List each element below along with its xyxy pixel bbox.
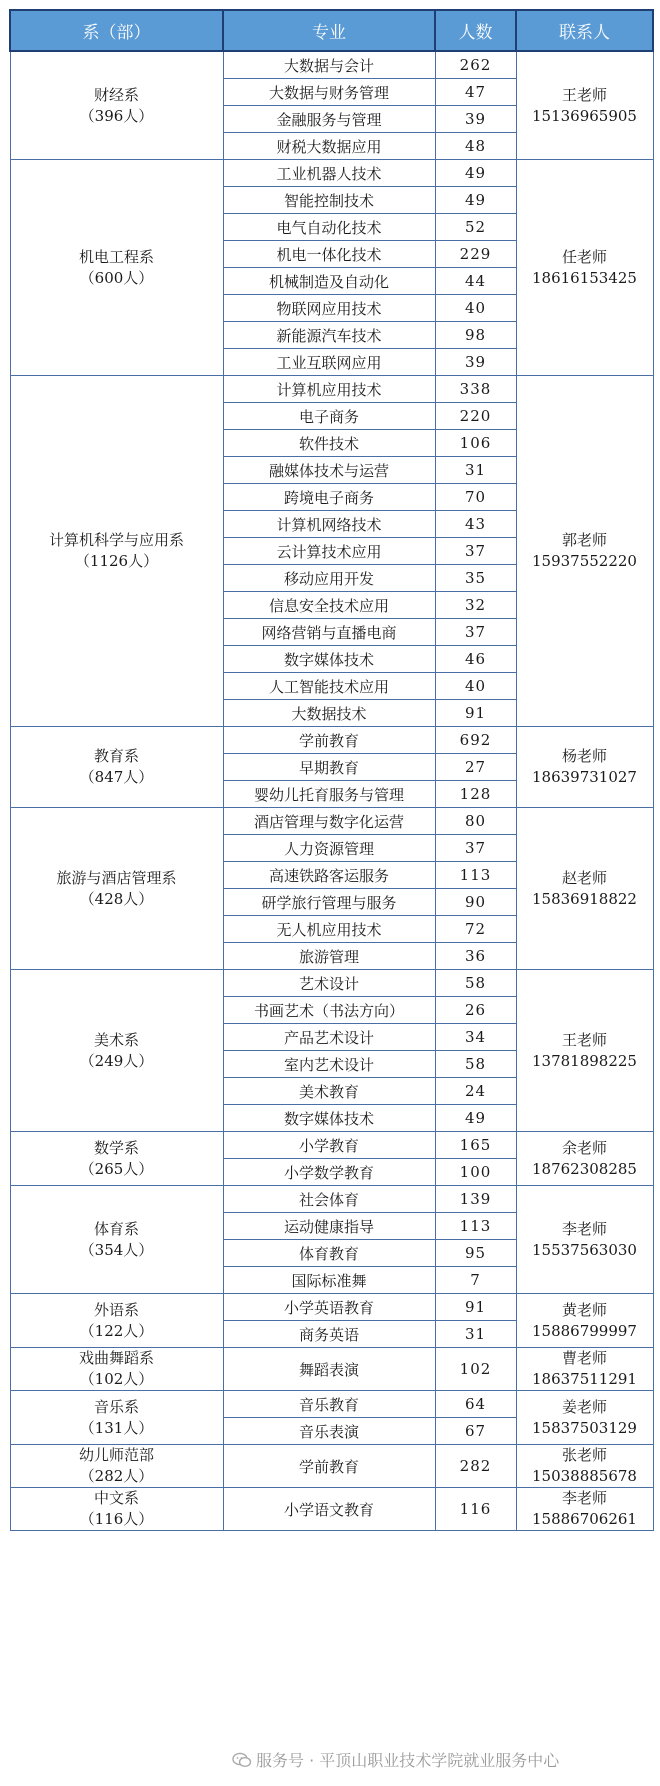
- contact-cell: [516, 970, 653, 1132]
- major-count: 40: [435, 673, 516, 700]
- major-count: 32: [435, 592, 516, 619]
- table-row: [10, 160, 653, 187]
- contact-teacher: 郭老师: [561, 531, 607, 549]
- footer-text: 服务号 · 平顶山职业技术学院就业服务中心: [256, 1751, 560, 1770]
- dept-total: （265人）: [79, 1159, 154, 1178]
- major-count: 52: [435, 214, 516, 241]
- major-count: 113: [435, 1213, 516, 1240]
- contact-cell: [516, 1186, 653, 1294]
- table-body: [10, 51, 653, 1531]
- major-count: 72: [435, 916, 516, 943]
- dept-name: 数学系: [93, 1138, 139, 1157]
- major-count: 37: [435, 835, 516, 862]
- dept-total: （847人）: [79, 768, 154, 786]
- contact-teacher: 王老师: [561, 85, 607, 104]
- major-name: 小学教育: [223, 1132, 435, 1159]
- major-count: 262: [435, 51, 516, 79]
- table-row: [10, 808, 653, 835]
- major-name: 旅游管理: [223, 943, 435, 970]
- contact-phone: 15836918822: [532, 889, 637, 908]
- major-count: 64: [435, 1391, 516, 1418]
- major-name: 研学旅行管理与服务: [223, 889, 435, 916]
- major-count: 139: [435, 1186, 516, 1213]
- major-count: 44: [435, 268, 516, 295]
- table-row: [10, 1348, 653, 1391]
- dept-cell: [10, 1348, 223, 1391]
- major-count: 34: [435, 1024, 516, 1051]
- dept-total: （131人）: [79, 1418, 154, 1437]
- header-dept: 系（部）: [10, 10, 223, 51]
- contact-teacher: 张老师: [561, 1446, 607, 1464]
- dept-name: 美术系: [93, 1030, 139, 1049]
- major-name: 金融服务与管理: [223, 106, 435, 133]
- contact-phone: 15886799997: [532, 1321, 637, 1340]
- major-count: 58: [435, 970, 516, 997]
- major-count: 27: [435, 754, 516, 781]
- major-count: 70: [435, 484, 516, 511]
- dept-cell: [10, 376, 223, 727]
- contact-teacher: 黄老师: [561, 1300, 607, 1319]
- dept-total: （428人）: [79, 889, 154, 908]
- dept-total: （116人）: [79, 1510, 154, 1528]
- major-name: 舞蹈表演: [223, 1348, 435, 1391]
- major-name: 国际标准舞: [223, 1267, 435, 1294]
- major-name: 学前教育: [223, 1445, 435, 1488]
- dept-cell: [10, 1391, 223, 1445]
- dept-cell: [10, 970, 223, 1132]
- major-count: 7: [435, 1267, 516, 1294]
- header-major: 专业: [223, 10, 435, 51]
- contact-phone: 18616153425: [532, 268, 637, 287]
- dept-total: （122人）: [79, 1321, 154, 1340]
- major-name: 人力资源管理: [223, 835, 435, 862]
- dept-total: （600人）: [79, 268, 154, 287]
- major-count: 58: [435, 1051, 516, 1078]
- dept-name: 幼儿师范部: [78, 1446, 154, 1464]
- major-name: 商务英语: [223, 1321, 435, 1348]
- major-name: 新能源汽车技术: [223, 322, 435, 349]
- dept-cell: [10, 1186, 223, 1294]
- contact-teacher: 姜老师: [561, 1397, 607, 1416]
- major-name: 计算机应用技术: [223, 376, 435, 403]
- contact-teacher: 杨老师: [561, 747, 607, 765]
- dept-name: 教育系: [93, 747, 139, 765]
- major-count: 692: [435, 727, 516, 754]
- contact-teacher: 赵老师: [561, 868, 607, 887]
- dept-total: （396人）: [79, 106, 154, 125]
- major-name: 跨境电子商务: [223, 484, 435, 511]
- dept-name: 外语系: [93, 1300, 139, 1319]
- contact-phone: 15886706261: [532, 1510, 637, 1528]
- major-name: 早期教育: [223, 754, 435, 781]
- major-count: 98: [435, 322, 516, 349]
- table-header-row: [10, 10, 653, 51]
- major-name: 小学数学教育: [223, 1159, 435, 1186]
- contact-teacher: 王老师: [561, 1030, 607, 1049]
- major-name: 高速铁路客运服务: [223, 862, 435, 889]
- major-name: 婴幼儿托育服务与管理: [223, 781, 435, 808]
- major-name: 网络营销与直播电商: [223, 619, 435, 646]
- major-name: 工业互联网应用: [223, 349, 435, 376]
- dept-cell: [10, 1294, 223, 1348]
- dept-name: 中文系: [93, 1489, 139, 1507]
- major-name: 书画艺术（书法方向）: [223, 997, 435, 1024]
- major-name: 数字媒体技术: [223, 1105, 435, 1132]
- wechat-icon: [232, 1752, 252, 1768]
- major-name: 小学英语教育: [223, 1294, 435, 1321]
- major-name: 社会体育: [223, 1186, 435, 1213]
- contact-phone: 15038885678: [532, 1467, 637, 1485]
- major-name: 无人机应用技术: [223, 916, 435, 943]
- major-count: 49: [435, 187, 516, 214]
- table-row: [10, 1445, 653, 1488]
- table-row: [10, 1488, 653, 1531]
- major-name: 人工智能技术应用: [223, 673, 435, 700]
- major-name: 产品艺术设计: [223, 1024, 435, 1051]
- major-count: 338: [435, 376, 516, 403]
- contact-teacher: 曹老师: [561, 1349, 607, 1367]
- contact-teacher: 余老师: [561, 1138, 607, 1157]
- major-count: 80: [435, 808, 516, 835]
- major-name: 数字媒体技术: [223, 646, 435, 673]
- major-count: 49: [435, 1105, 516, 1132]
- major-name: 信息安全技术应用: [223, 592, 435, 619]
- major-count: 90: [435, 889, 516, 916]
- contact-cell: [516, 808, 653, 970]
- major-count: 47: [435, 79, 516, 106]
- contact-teacher: 李老师: [561, 1219, 607, 1238]
- major-count: 37: [435, 538, 516, 565]
- major-name: 大数据与财务管理: [223, 79, 435, 106]
- major-count: 49: [435, 160, 516, 187]
- enrollment-table: [9, 9, 654, 1531]
- dept-name: 财经系: [93, 85, 139, 104]
- major-count: 36: [435, 943, 516, 970]
- major-name: 体育教育: [223, 1240, 435, 1267]
- contact-phone: 13781898225: [532, 1051, 637, 1070]
- contact-cell: [516, 1348, 653, 1391]
- dept-total: （249人）: [79, 1051, 154, 1070]
- dept-cell: [10, 1132, 223, 1186]
- major-count: 35: [435, 565, 516, 592]
- major-count: 31: [435, 1321, 516, 1348]
- contact-cell: [516, 376, 653, 727]
- major-count: 48: [435, 133, 516, 160]
- dept-cell: [10, 1445, 223, 1488]
- major-count: 46: [435, 646, 516, 673]
- table-row: [10, 1294, 653, 1321]
- major-name: 音乐教育: [223, 1391, 435, 1418]
- table-row: [10, 1132, 653, 1159]
- dept-name: 体育系: [93, 1219, 139, 1238]
- major-name: 融媒体技术与运营: [223, 457, 435, 484]
- major-count: 100: [435, 1159, 516, 1186]
- major-count: 282: [435, 1445, 516, 1488]
- table-row: [10, 727, 653, 754]
- contact-cell: [516, 1488, 653, 1531]
- major-name: 机械制造及自动化: [223, 268, 435, 295]
- table-row: [10, 376, 653, 403]
- major-name: 物联网应用技术: [223, 295, 435, 322]
- contact-phone: 15537563030: [532, 1240, 637, 1259]
- major-name: 机电一体化技术: [223, 241, 435, 268]
- dept-total: （1126人）: [74, 552, 159, 570]
- major-count: 220: [435, 403, 516, 430]
- contact-teacher: 李老师: [561, 1489, 607, 1507]
- footer-watermark: [232, 1748, 559, 1771]
- contact-phone: 15837503129: [532, 1418, 637, 1437]
- major-count: 31: [435, 457, 516, 484]
- dept-cell: [10, 808, 223, 970]
- major-count: 37: [435, 619, 516, 646]
- header-count: 人数: [435, 10, 516, 51]
- major-count: 113: [435, 862, 516, 889]
- major-count: 39: [435, 106, 516, 133]
- major-count: 39: [435, 349, 516, 376]
- major-name: 音乐表演: [223, 1418, 435, 1445]
- dept-name: 旅游与酒店管理系: [56, 868, 177, 887]
- contact-cell: [516, 727, 653, 808]
- major-name: 小学语文教育: [223, 1488, 435, 1531]
- major-name: 美术教育: [223, 1078, 435, 1105]
- major-count: 67: [435, 1418, 516, 1445]
- table-row: [10, 51, 653, 79]
- major-count: 229: [435, 241, 516, 268]
- dept-name: 音乐系: [93, 1397, 139, 1416]
- contact-phone: 18639731027: [532, 768, 637, 786]
- major-name: 艺术设计: [223, 970, 435, 997]
- dept-cell: [10, 727, 223, 808]
- major-name: 计算机网络技术: [223, 511, 435, 538]
- dept-cell: [10, 160, 223, 376]
- major-count: 40: [435, 295, 516, 322]
- major-name: 酒店管理与数字化运营: [223, 808, 435, 835]
- dept-total: （354人）: [79, 1240, 154, 1259]
- major-name: 智能控制技术: [223, 187, 435, 214]
- major-name: 室内艺术设计: [223, 1051, 435, 1078]
- major-name: 软件技术: [223, 430, 435, 457]
- major-count: 128: [435, 781, 516, 808]
- major-name: 电子商务: [223, 403, 435, 430]
- major-count: 95: [435, 1240, 516, 1267]
- table-row: [10, 1186, 653, 1213]
- contact-phone: 15136965905: [532, 106, 637, 125]
- dept-name: 计算机科学与应用系: [48, 531, 184, 549]
- major-name: 大数据技术: [223, 700, 435, 727]
- contact-cell: [516, 1132, 653, 1186]
- major-name: 学前教育: [223, 727, 435, 754]
- dept-cell: [10, 51, 223, 160]
- major-name: 云计算技术应用: [223, 538, 435, 565]
- major-name: 财税大数据应用: [223, 133, 435, 160]
- contact-cell: [516, 51, 653, 160]
- major-name: 移动应用开发: [223, 565, 435, 592]
- major-count: 43: [435, 511, 516, 538]
- contact-teacher: 任老师: [561, 247, 607, 266]
- contact-cell: [516, 1445, 653, 1488]
- major-name: 大数据与会计: [223, 51, 435, 79]
- major-count: 102: [435, 1348, 516, 1391]
- table-row: [10, 1391, 653, 1418]
- major-count: 91: [435, 700, 516, 727]
- contact-cell: [516, 160, 653, 376]
- major-name: 运动健康指导: [223, 1213, 435, 1240]
- major-name: 工业机器人技术: [223, 160, 435, 187]
- contact-phone: 18762308285: [532, 1159, 637, 1178]
- header-contact: 联系人: [516, 10, 653, 51]
- contact-cell: [516, 1294, 653, 1348]
- major-name: 电气自动化技术: [223, 214, 435, 241]
- major-count: 165: [435, 1132, 516, 1159]
- major-count: 24: [435, 1078, 516, 1105]
- major-count: 116: [435, 1488, 516, 1531]
- table-row: [10, 970, 653, 997]
- dept-cell: [10, 1488, 223, 1531]
- contact-phone: 15937552220: [532, 552, 637, 570]
- dept-total: （102人）: [79, 1370, 154, 1388]
- major-count: 106: [435, 430, 516, 457]
- major-count: 91: [435, 1294, 516, 1321]
- dept-total: （282人）: [79, 1467, 154, 1485]
- contact-cell: [516, 1391, 653, 1445]
- dept-name: 戏曲舞蹈系: [78, 1349, 154, 1367]
- dept-name: 机电工程系: [78, 247, 154, 266]
- major-count: 26: [435, 997, 516, 1024]
- contact-phone: 18637511291: [532, 1370, 637, 1388]
